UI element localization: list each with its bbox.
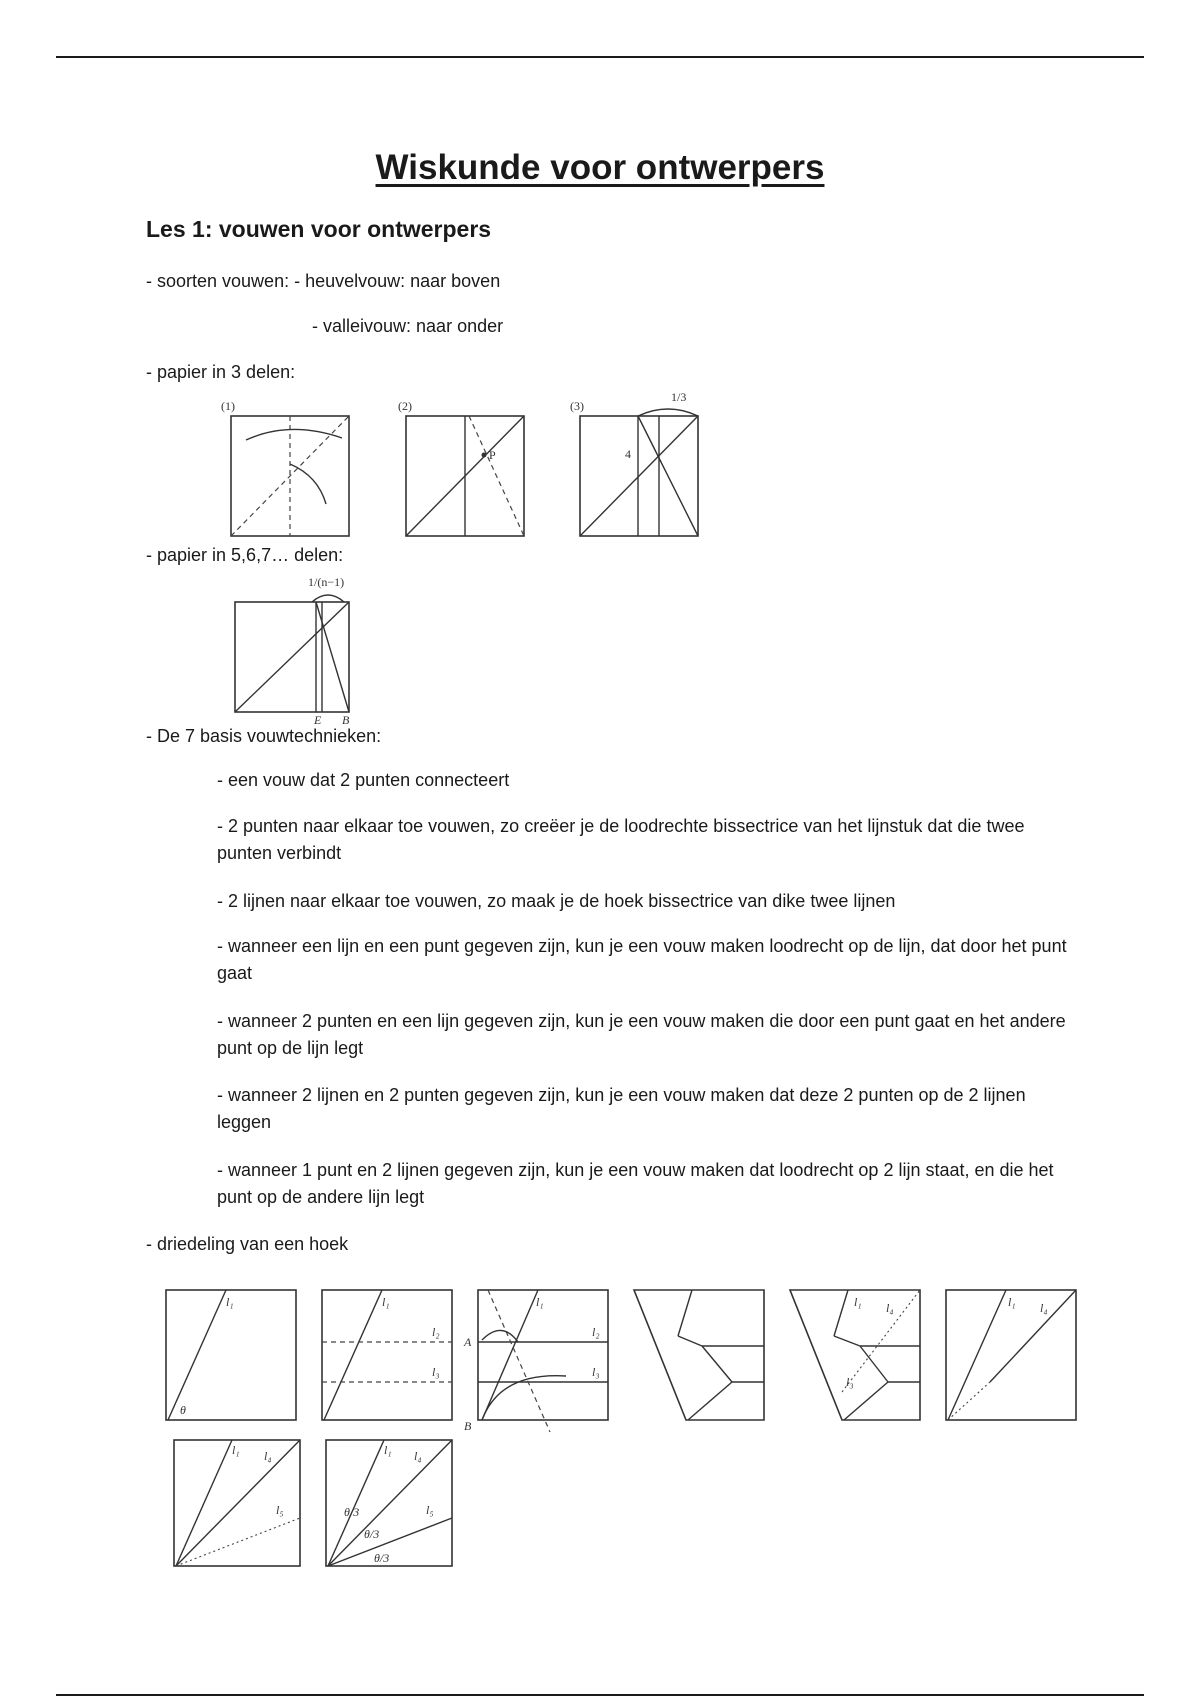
- technique-item: - wanneer 2 punten en een lijn gegeven zijn, kun je een vouw maken die door een punt gaat en het andere punt op de lijn legt: [217, 1011, 1066, 1058]
- valley-fold-line: - valleivouw: naar onder: [312, 316, 504, 336]
- many-parts-figure: [232, 575, 382, 727]
- fig3-marker: 4: [625, 447, 631, 461]
- technique-item: - wanneer 1 punt en 2 lijnen gegeven zijn, kun je een vouw maken dat loodrecht op 2 lijn staat, en die het punt op de andere lijn legt: [217, 1160, 1054, 1207]
- tri-c-l2: l₂: [592, 1325, 600, 1339]
- trisection-figures-row1: [160, 1282, 1100, 1432]
- many-parts-line: - papier in 5,6,7… delen:: [146, 545, 344, 565]
- tri-c-b: B: [464, 1419, 472, 1433]
- fold-types-line: - soorten vouwen: - heuvelvouw: naar boven: [146, 271, 501, 291]
- tri-e-l1: l₁: [854, 1295, 862, 1309]
- technique-item: - 2 punten naar elkaar toe vouwen, zo creëer je de loodrechte bissectrice van het lijnstuk dat die twee punten verbindt: [217, 816, 1025, 863]
- tri-f-l4: l₄: [1040, 1301, 1048, 1315]
- tri-c-a: A: [464, 1335, 472, 1349]
- technique-item: - 2 lijnen naar elkaar toe vouwen, zo maak je de hoek bissectrice van dike twee lijnen: [217, 891, 896, 911]
- tri-a-theta: θ: [180, 1403, 186, 1417]
- tri-h-third2: θ/3: [364, 1527, 380, 1541]
- tri-e-l4: l₄: [886, 1301, 894, 1315]
- technique-item: - wanneer een lijn en een punt gegeven zijn, kun je een vouw maken loodrecht op de lijn, dat door het punt gaat: [217, 936, 1067, 983]
- fig-n-e: E: [314, 713, 322, 727]
- tri-g-l4: l₄: [264, 1449, 272, 1463]
- tri-c-l3: l₃: [592, 1365, 600, 1379]
- tri-g-l5: l₅: [276, 1503, 284, 1517]
- tri-a-l1: l₁: [226, 1295, 234, 1309]
- fig3-third: 1/3: [671, 390, 687, 404]
- page-title: Wiskunde voor ontwerpers: [375, 148, 825, 187]
- tri-e-l3: l₃: [846, 1375, 854, 1389]
- lesson-heading: Les 1: vouwen voor ontwerpers: [146, 216, 492, 242]
- technique-item: - een vouw dat 2 punten connecteert: [217, 770, 510, 790]
- tri-b-l2: l₂: [432, 1325, 440, 1339]
- tri-b-l1: l₁: [382, 1295, 390, 1309]
- basic-techniques-line: - De 7 basis vouwtechnieken:: [146, 726, 382, 746]
- tri-h-third3: θ/3: [374, 1551, 390, 1565]
- tri-h-l4: l₄: [414, 1449, 422, 1463]
- top-rule: [56, 56, 1144, 58]
- fig3-label: (3): [570, 399, 584, 413]
- tri-c-l1: l₁: [536, 1295, 544, 1309]
- tri-h-l5: l₅: [426, 1503, 434, 1517]
- trisection-figures-row2: [168, 1432, 468, 1572]
- trisection-line: - driedeling van een hoek: [146, 1234, 349, 1254]
- tri-b-l3: l₃: [432, 1365, 440, 1379]
- tri-f-l1: l₁: [1008, 1295, 1016, 1309]
- three-parts-figures: [218, 392, 718, 542]
- fig-n-b: B: [342, 713, 350, 727]
- bottom-rule: [56, 1694, 1144, 1696]
- technique-item: - wanneer 2 lijnen en 2 punten gegeven zijn, kun je een vouw maken dat deze 2 punten op de 2 lijnen leggen: [217, 1085, 1026, 1132]
- tri-h-third1: θ/3: [344, 1505, 360, 1519]
- fig2-point-p: P: [489, 448, 496, 462]
- tri-g-l1: l₁: [232, 1443, 240, 1457]
- fig-n-fraction: 1/(n−1): [308, 575, 345, 589]
- tri-h-l1: l₁: [384, 1443, 392, 1457]
- three-parts-line: - papier in 3 delen:: [146, 362, 296, 382]
- fig1-label: (1): [221, 399, 235, 413]
- fig2-label: (2): [398, 399, 412, 413]
